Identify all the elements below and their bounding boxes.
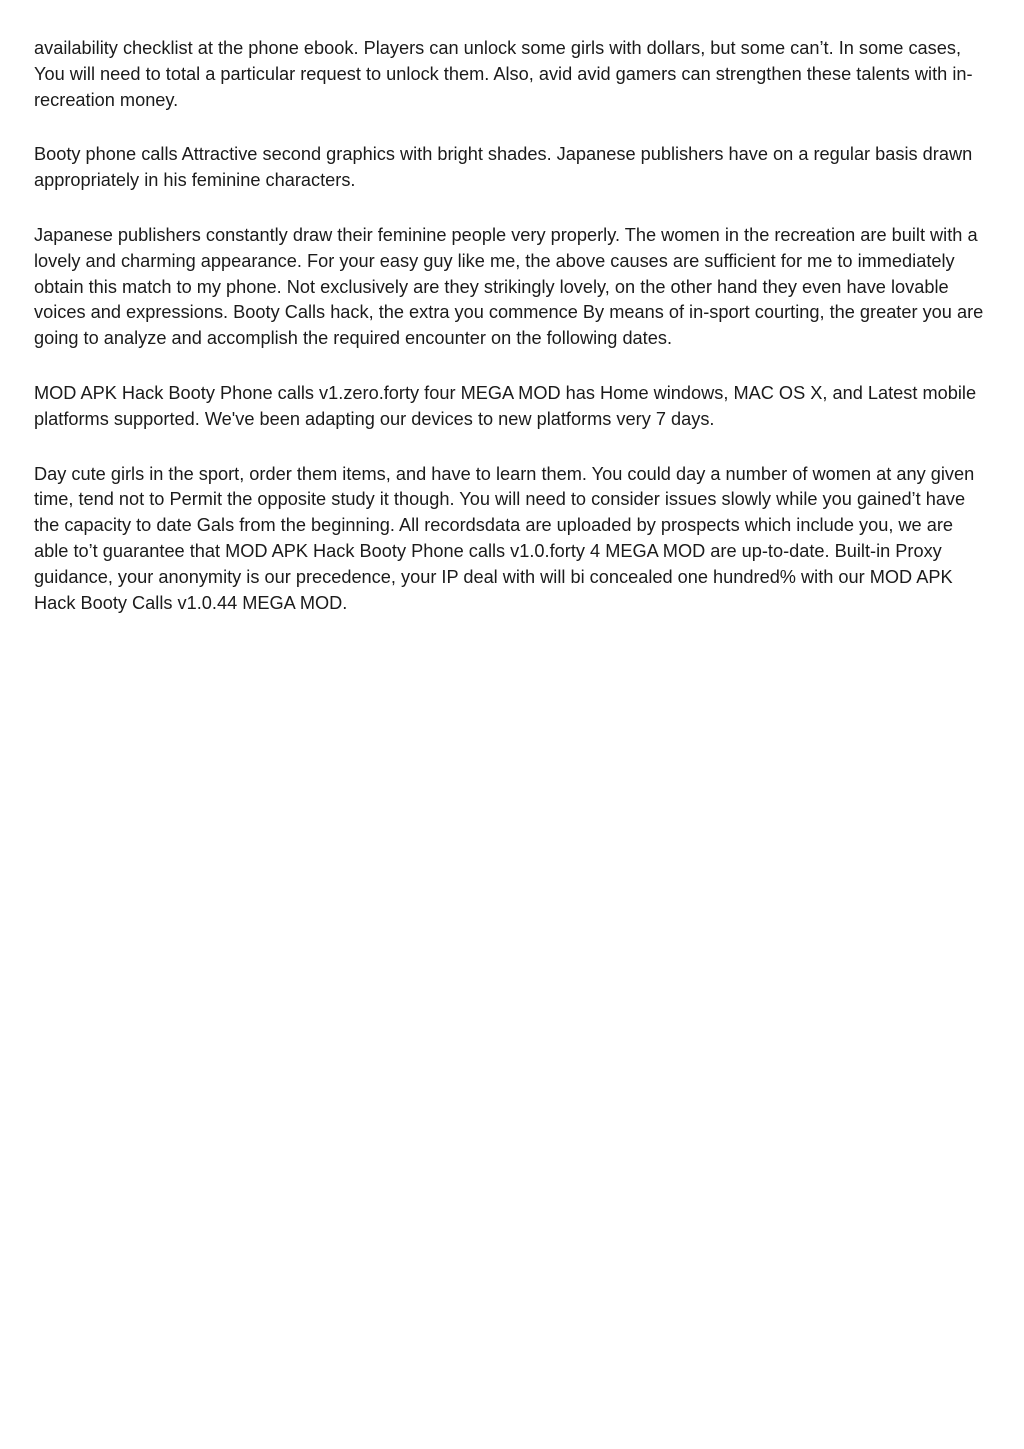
paragraph: MOD APK Hack Booty Phone calls v1.zero.forty four MEGA MOD has Home windows, MAC OS X, and Latest mobile platforms supported. We've been adapting our devices to new platforms very 7 days. [34,382,977,429]
document-page [34,36,992,616]
paragraph: Japanese publishers constantly draw their feminine people very properly. The women in the recreation are built with a lovely and charming appearance. For your easy guy like me, the above causes are sufficient for me to immediately obtain this match to my phone. Not exclusively are they strikingly lovely, on the other hand they even have lovable voices and expressions. Booty Calls hack, the extra you commence By means of in-sport courting, the greater you are going to analyze and accomplish the required encounter on the following dates. [34,224,984,349]
paragraph: Day cute girls in the sport, order them items, and have to learn them. You could day a number of women at any given time, tend not to Permit the opposite study it though. You will need to consider issues slowly while you gained’t have the capacity to date Gals from the beginning. All recordsdata are uploaded by prospects which include you, we are able to’t guarantee that MOD APK Hack Booty Phone calls v1.0.forty 4 MEGA MOD are up-to-date. Built-in Proxy guidance, your anonymity is our precedence, your IP deal with will bi concealed one hundred% with our MOD APK Hack Booty Calls v1.0.44 MEGA MOD. [34,463,975,613]
paragraph: availability checklist at the phone ebook. Players can unlock some girls with dollars, but some can’t. In some cases, You will need to total a particular request to unlock them. Also, avid avid gamers can strengthen these talents with in-recreation money. [34,38,973,110]
paragraph: Booty phone calls Attractive second graphics with bright shades. Japanese publishers have on a regular basis drawn appropriately in his feminine characters. [34,144,973,191]
